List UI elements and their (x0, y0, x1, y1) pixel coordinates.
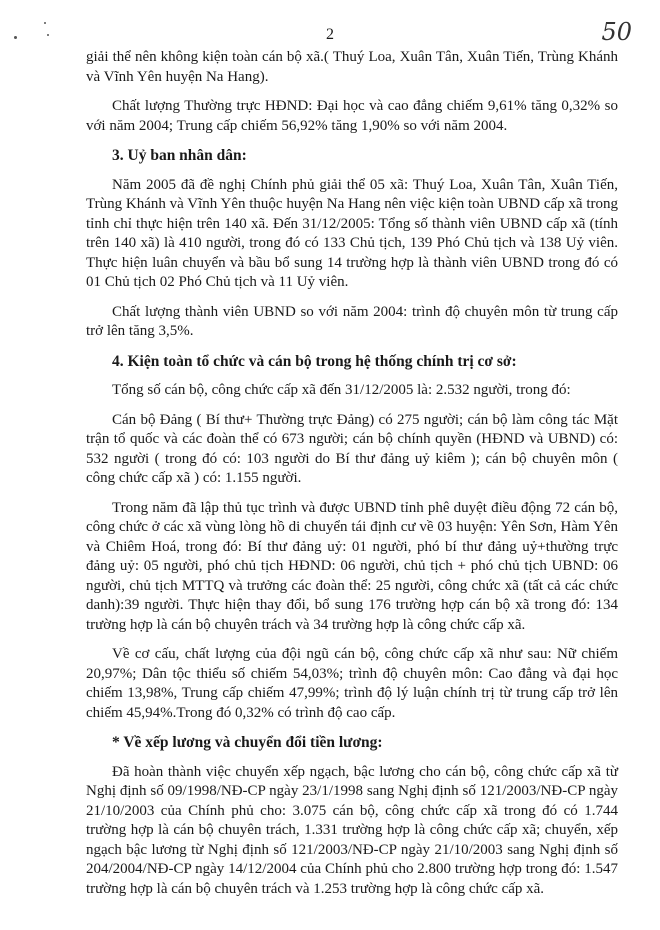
paragraph-structure-quality: Về cơ cấu, chất lượng của đội ngũ cán bộ, công chức cấp xã như sau: Nữ chiếm 20,97%; Dân tộc thiểu số chiếm 54,03%; trình độ chuyên môn: Cao đẳng và đại học chiếm 13,98%, Trung cấp chiếm 47,99%; trình độ lý luận chính trị từ trung cấp trở lên chiếm 45,94%.Trong đó 0,32% có trình độ cao cấp. (86, 646, 618, 721)
scan-speck (44, 22, 46, 24)
paragraph-relocation-transfer: Trong năm đã lập thủ tục trình và được UBND tỉnh phê duyệt điều động 72 cán bộ, công chức ở các xã vùng lòng hồ di chuyển tái định cư về 03 huyện: Yên Sơn, Hàm Yên và Chiêm Hoá, trong đó: Bí thư đảng uỷ: 01 người, phó bí thư đảng uỷ+thường trực đảng uỷ: 05 người, phó chủ tịch HĐND: 06 người, chủ tịch + phó chủ tịch UBND: 06 người, chủ tịch MTTQ và trưởng các đoàn thể: 25 người, công chức xã (tất cả các chức danh):39 người. Thực hiện thay đổi, bổ sung 176 trường hợp cán bộ xã trong đó: 134 trường hợp là cán bộ chuyên trách và 34 trường hợp là công chức cấp xã. (86, 499, 618, 633)
document-body (86, 48, 618, 909)
page-number: 2 (326, 26, 334, 43)
handwritten-page-mark: 50 (601, 18, 632, 46)
paragraph-hdnd-quality: Chất lượng Thường trực HĐND: Đại học và cao đẳng chiếm 9,61% tăng 0,32% so với năm 2004; Trung cấp chiếm 56,92% tăng 1,90% so với năm 2004. (86, 98, 618, 134)
paragraph-dissolved-communes: giải thể nên không kiện toàn cán bộ xã.( Thuý Loa, Xuân Tân, Xuân Tiến, Trùng Khánh và Vĩnh Yên huyện Na Hang). (86, 49, 618, 85)
paragraph-officials-breakdown: Cán bộ Đảng ( Bí thư+ Thường trực Đảng) có 275 người; cán bộ làm công tác Mặt trận tổ quốc và các đoàn thể có 673 người; cán bộ chính quyền (HĐND và UBND) có: 532 người ( trong đó có: 103 người do Bí thư đảng uỷ kiêm ); cán bộ chuyên môn ( công chức cấp xã ) có: 1.155 người. (86, 411, 618, 486)
paragraph-salary-conversion: Đã hoàn thành việc chuyển xếp ngạch, bậc lương cho cán bộ, công chức cấp xã từ Nghị định số 09/1998/NĐ-CP ngày 23/1/1998 sang Nghị định số 121/2003/NĐ-CP ngày 21/10/2003 của Chính phủ cho: 3.075 cán bộ, công chức cấp xã trong đó có 1.744 trường hợp là cán bộ chuyên trách, 1.331 trường hợp là công chức cấp xã; chuyển, xếp ngạch bậc lương từ Nghị định số 121/2003/NĐ-CP ngày 21/10/2003 sang Nghị định số 204/2004/NĐ-CP ngày 14/12/2004 của Chính phủ cho 2.800 trường hợp trong đó: 1.547 trường hợp là cán bộ chuyên trách và 1.253 trường hợp là công chức cấp xã. (86, 763, 618, 897)
paragraph-ubnd-members: Năm 2005 đã đề nghị Chính phủ giải thể 05 xã: Thuý Loa, Xuân Tân, Xuân Tiến, Trùng Khánh và Vĩnh Yên thuộc huyện Na Hang nên việc kiện toàn UBND cấp xã trong tỉnh chỉ thực hiện trên 140 xã. Đến 31/12/2005: Tổng số thành viên UBND cấp xã (tính trên 140 xã) là 410 người, trong đó có 133 Chủ tịch, 139 Phó Chủ tịch và 138 Uỷ viên. Thực hiện luân chuyển và bầu bổ sung 14 trường hợp là thành viên UBND trong đó có 01 Chủ tịch 02 Phó Chủ tịch và 11 Uỷ viên. (86, 176, 618, 290)
heading-people-committee: 3. Uỷ ban nhân dân: (112, 147, 247, 164)
heading-grassroots-organization: 4. Kiện toàn tổ chức và cán bộ trong hệ thống chính trị cơ sở: (112, 352, 517, 370)
paragraph-ubnd-quality: Chất lượng thành viên UBND so với năm 2004: trình độ chuyên môn từ trung cấp trở lên tăng 3,5%. (86, 303, 618, 339)
paragraph-total-officials: Tổng số cán bộ, công chức cấp xã đến 31/12/2005 là: 2.532 người, trong đó: (112, 382, 571, 398)
heading-salary-conversion: * Về xếp lương và chuyển đổi tiền lương: (112, 734, 383, 751)
